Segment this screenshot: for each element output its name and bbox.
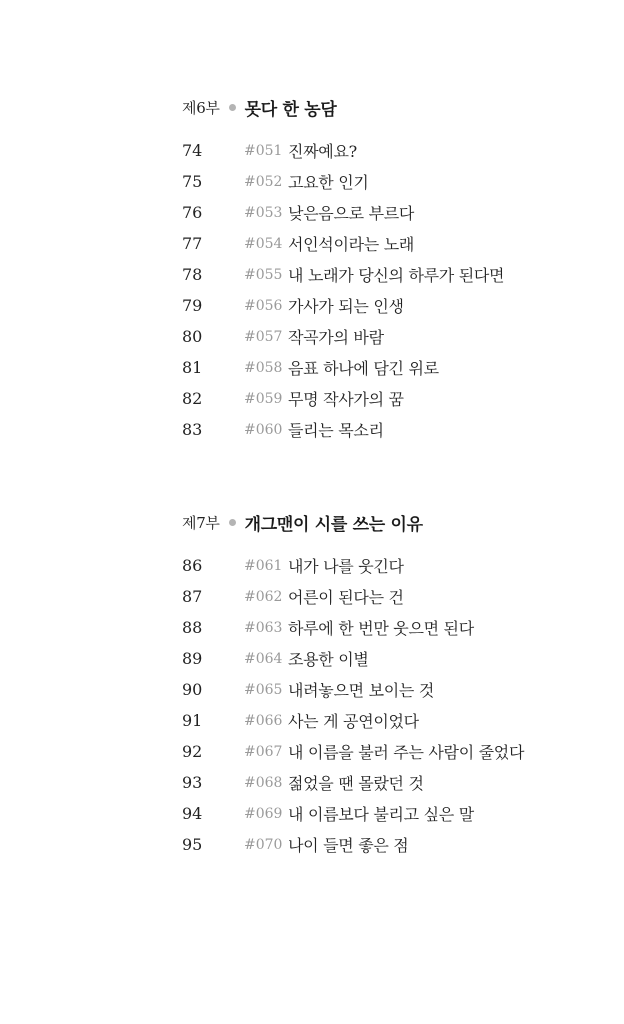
part-label: 제6부: [182, 98, 220, 117]
page-number: 77: [182, 234, 203, 253]
entry-code: #064: [244, 650, 283, 667]
bullet-dot-icon: [229, 104, 236, 111]
entry-title: 무명 작사가의 꿈: [288, 390, 404, 409]
entry-code: #053: [244, 204, 283, 221]
entry-code: #052: [244, 173, 283, 190]
page-number: 89: [182, 649, 203, 668]
entry-title: 나이 들면 좋은 점: [288, 836, 409, 855]
toc-entry[interactable]: [182, 798, 602, 829]
entry-code: #066: [244, 712, 283, 729]
part-title: 개그맨이 시를 쓰는 이유: [244, 514, 423, 535]
toc-entry[interactable]: [182, 414, 602, 445]
page-number: 81: [182, 358, 203, 377]
toc-entry[interactable]: [182, 643, 602, 674]
toc-entry[interactable]: [182, 674, 602, 705]
part-header: [182, 93, 602, 121]
toc-entry[interactable]: [182, 166, 602, 197]
entry-code: #067: [244, 743, 283, 760]
entry-code: #060: [244, 421, 283, 438]
page-number: 92: [182, 742, 203, 761]
toc-entry[interactable]: [182, 581, 602, 612]
toc-entry[interactable]: [182, 705, 602, 736]
toc-entry[interactable]: [182, 829, 602, 860]
entry-code: #065: [244, 681, 283, 698]
entry-code: #051: [244, 142, 283, 159]
page-number: 91: [182, 711, 203, 730]
toc-entry[interactable]: [182, 197, 602, 228]
entry-title: 작곡가의 바람: [288, 328, 384, 347]
page-number: 90: [182, 680, 203, 699]
toc-entry[interactable]: [182, 612, 602, 643]
page-number: 87: [182, 587, 203, 606]
entry-title: 젊었을 땐 몰랐던 것: [288, 774, 424, 793]
page-number: 95: [182, 835, 203, 854]
entry-title: 내 이름보다 불리고 싶은 말: [288, 805, 474, 824]
toc-entry[interactable]: [182, 228, 602, 259]
entry-code: #058: [244, 359, 283, 376]
page-number: 79: [182, 296, 203, 315]
entry-code: #054: [244, 235, 283, 252]
entry-code: #061: [244, 557, 283, 574]
part-title: 못다 한 농담: [244, 99, 337, 120]
entry-code: #062: [244, 588, 283, 605]
page-number: 88: [182, 618, 203, 637]
page-number: 75: [182, 172, 203, 191]
toc-entry[interactable]: [182, 352, 602, 383]
bullet-dot-icon: [229, 519, 236, 526]
page-number: 94: [182, 804, 203, 823]
entry-code: #070: [244, 836, 283, 853]
page-number: 76: [182, 203, 203, 222]
toc-list: [182, 135, 602, 445]
page-number: 78: [182, 265, 203, 284]
toc-entry[interactable]: [182, 135, 602, 166]
part-header: [182, 508, 602, 536]
entry-title: 낮은음으로 부르다: [288, 204, 415, 223]
page-number: 82: [182, 389, 203, 408]
entry-title: 내가 나를 웃긴다: [288, 557, 404, 576]
entry-code: #063: [244, 619, 283, 636]
page-number: 83: [182, 420, 203, 439]
entry-title: 가사가 되는 인생: [288, 297, 404, 316]
part-7-section: [182, 508, 602, 860]
toc-entry[interactable]: [182, 767, 602, 798]
toc-entry[interactable]: [182, 383, 602, 414]
toc-entry[interactable]: [182, 290, 602, 321]
page-number: 86: [182, 556, 203, 575]
entry-title: 사는 게 공연이었다: [288, 712, 419, 731]
entry-title: 조용한 이별: [288, 650, 369, 669]
page-number: 80: [182, 327, 203, 346]
entry-title: 하루에 한 번만 웃으면 된다: [288, 619, 474, 638]
entry-title: 어른이 된다는 건: [288, 588, 404, 607]
entry-code: #057: [244, 328, 283, 345]
part-label: 제7부: [182, 513, 220, 532]
entry-code: #069: [244, 805, 283, 822]
toc-list: [182, 550, 602, 860]
part-6-section: [182, 93, 602, 445]
entry-title: 음표 하나에 담긴 위로: [288, 359, 439, 378]
entry-title: 내 이름을 불러 주는 사람이 줄었다: [288, 743, 525, 762]
entry-title: 서인석이라는 노래: [288, 235, 415, 254]
entry-title: 고요한 인기: [288, 173, 369, 192]
entry-code: #059: [244, 390, 283, 407]
toc-entry[interactable]: [182, 736, 602, 767]
page-number: 74: [182, 141, 203, 160]
entry-code: #056: [244, 297, 283, 314]
toc-entry[interactable]: [182, 259, 602, 290]
entry-title: 내려놓으면 보이는 것: [288, 681, 434, 700]
entry-code: #055: [244, 266, 283, 283]
toc-entry[interactable]: [182, 550, 602, 581]
entry-title: 들리는 목소리: [288, 421, 384, 440]
toc-entry[interactable]: [182, 321, 602, 352]
entry-code: #068: [244, 774, 283, 791]
page-number: 93: [182, 773, 203, 792]
entry-title: 진짜예요?: [288, 142, 357, 161]
entry-title: 내 노래가 당신의 하루가 된다면: [288, 266, 505, 285]
